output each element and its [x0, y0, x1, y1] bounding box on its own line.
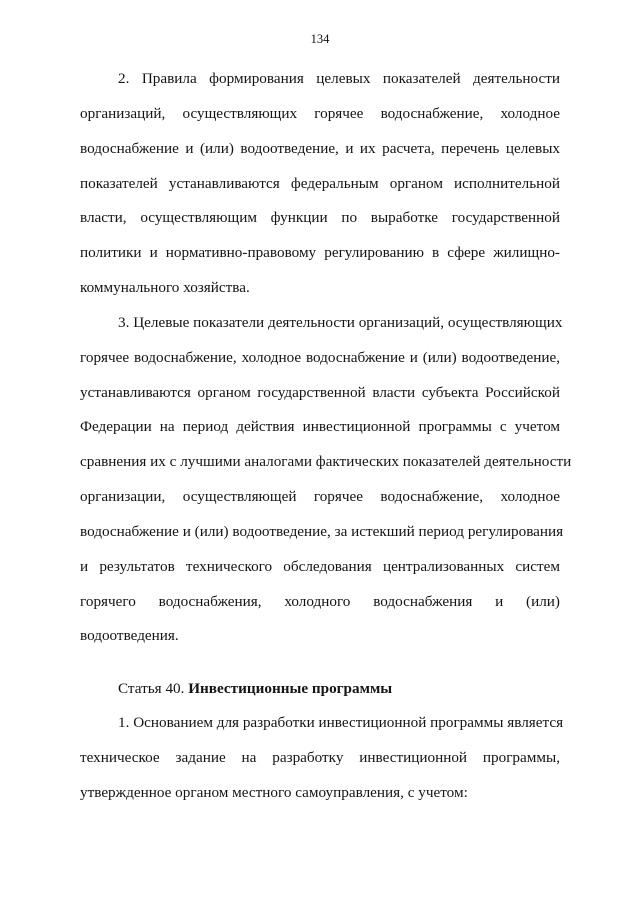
- paragraph-2-line: 2. Правила формирования целевых показателей деятельности: [118, 70, 560, 87]
- paragraph-2-line: коммунального хозяйства.: [80, 279, 250, 296]
- paragraph-3-line: горячего водоснабжения, холодного водоснабжения и (или): [80, 593, 560, 610]
- article-title: Инвестиционные программы: [188, 680, 393, 697]
- paragraph-3-line: водоотведения.: [80, 627, 179, 644]
- page-number: 134: [310, 32, 330, 46]
- paragraph-2-line: политики и нормативно-правовому регулированию в сфере жилищно-: [80, 244, 560, 261]
- paragraph-3-line: 3. Целевые показатели деятельности организаций, осуществляющих: [118, 314, 563, 331]
- paragraph-2-line: показателей устанавливаются федеральным органом исполнительной: [80, 175, 560, 192]
- article-40-paragraph-1-line: утвержденное органом местного самоуправления, с учетом:: [80, 784, 468, 801]
- paragraph-3-line: устанавливаются органом государственной власти субъекта Российской: [80, 384, 560, 401]
- article-40-paragraph-1-line: 1. Основанием для разработки инвестиционной программы является: [118, 714, 564, 731]
- paragraph-3-line: горячее водоснабжение, холодное водоснабжение и (или) водоотведение,: [80, 349, 560, 366]
- paragraph-3-line: и результатов технического обследования централизованных систем: [80, 558, 560, 575]
- paragraph-3-line: сравнения их с лучшими аналогами фактических показателей деятельности: [80, 453, 572, 470]
- article-prefix: Статья 40.: [118, 680, 189, 697]
- paragraph-2-line: организаций, осуществляющих горячее водоснабжение, холодное: [80, 105, 560, 122]
- article-40-paragraph-1-line: техническое задание на разработку инвестиционной программы,: [80, 749, 560, 766]
- paragraph-2-line: власти, осуществляющим функции по выработке государственной: [80, 209, 560, 226]
- paragraph-3-line: водоснабжение и (или) водоотведение, за истекший период регулирования: [80, 523, 564, 540]
- paragraph-2-line: водоснабжение и (или) водоотведение, и их расчета, перечень целевых: [80, 140, 560, 157]
- paragraph-3-line: организации, осуществляющей горячее водоснабжение, холодное: [80, 488, 560, 505]
- paragraph-3-line: Федерации на период действия инвестиционной программы с учетом: [80, 418, 560, 435]
- article-heading: [118, 680, 392, 698]
